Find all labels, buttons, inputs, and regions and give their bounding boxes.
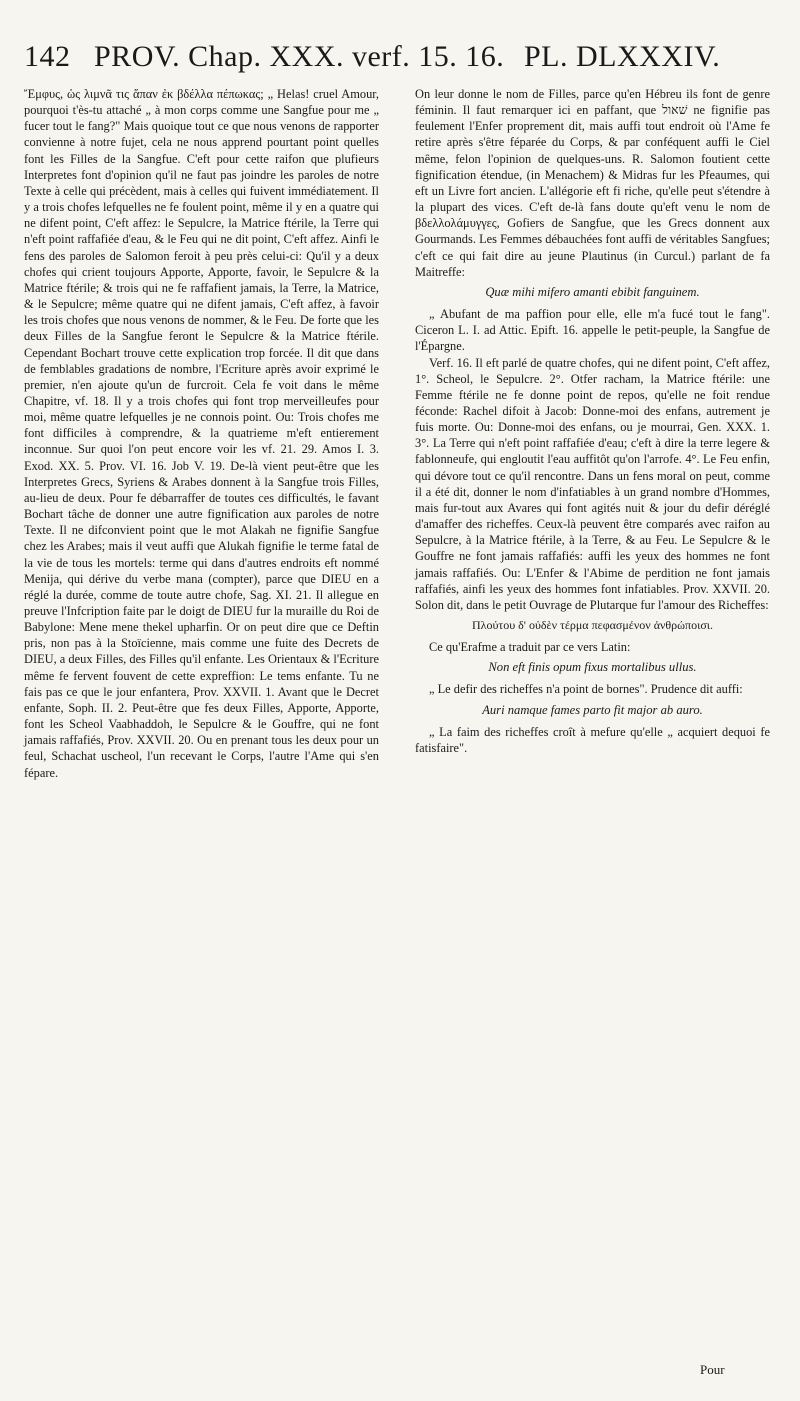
latin-quote-prudence: Auri namque fames parto fit major ab auro. <box>482 702 703 717</box>
right-paragraph-verse-16: Verf. 16. Il eft parlé de quatre chofes, qui ne difent point, C'eft affez, 1°. Scheol, le Sepulcre. 2°. Otfer racham, la Matrice ftérile: une Femme ftérile ne fe donne point de repos, qu'elle ne foit rendue féconde: Rachel difoit à Jacob: Donne-moi des enfans, autrement je fuis morte. Ou: Donne-moi des enfans, ou je mourrai, Gen. XXX. 1. 3°. La Terre qui n'eft point raffafiée d'eau; c'eft à dire la terre legere & fablonneufe, qui engloutit l'eau auffitôt qu'on l'arrofe. 4°. Le Feu enfin, qui dévore tout ce qu'il rencontre. Dans un fens moral on peut, comme il a été dit, donner le nom d'infatiables à un grand nombre d'Hommes, mais fur-tout aux Avares qui font agités nuit & jour du defir déréglé d'amaffer des richeffes. Ceux-là peuvent être comparés avec raifon au Sepulcre, à la Matrice ftérile, à la Terre, & au Feu. Le Sepulcre & le Gouffre ne font jamais raffafiés: auffi les yeux des hommes ne font jamais raffafiés. Ou: L'Enfer & l'Abime de perdition ne font jamais raffafiés, ainfi les yeux des hommes font infatiables. Prov. XXVII. 20. Solon dit, dans le petit Ouvrage de Plutarque fur l'amour des Richeffes: <box>415 355 770 612</box>
plate-reference: PL. DLXXXIV. <box>524 40 721 73</box>
latin-quote-erasmus: Non eft finis opum fixus mortalibus ullus. <box>488 660 697 675</box>
page-number: 142 <box>24 40 71 73</box>
page-header <box>24 40 776 76</box>
greek-quote-solon: Πλούτου δ' οὐδὲν τέρμα πεφασμένον ἀνθρώποισι. <box>471 618 714 632</box>
right-paragraph-2: „ Abufant de ma paffion pour elle, elle m'a fucé tout le fang". Ciceron L. I. ad Attic. Epift. 16. appelle le petit-peuple, la Sangfue de l'Épargne. <box>415 307 770 354</box>
right-paragraph-erasmus: Ce qu'Erafme a traduit par ce vers Latin: <box>429 640 631 655</box>
right-paragraph-final: „ La faim des richeffes croît à mefure qu'elle „ acquiert dequoi fe fatisfaire". <box>415 724 770 755</box>
chapter-reference: PROV. Chap. XXX. verf. 15. 16. <box>94 40 505 73</box>
catchword: Pour <box>700 1362 725 1377</box>
left-paragraph-1: Ἔμφυς, ὡς λιμνᾶ τις ἅπαν ἐκ βδέλλα πέπωκας; „ Helas! cruel Amour, pourquoi t'ès-tu attaché „ à mon corps comme une Sangfue pour me „ fucer tout le fang?" Mais quoique tout ce que nous venons de rapporter convienne à notre fujet, cela ne nous apprend pourtant point quelles font les Filles de la Sangfue. C'eft pour cette raifon que plufieurs Interpretes font d'opinion qu'il ne faut pas joindre les paroles de notre Texte à celle qui précèdent, mais à celles qui fuivent immédiatement. Il y a trois chofes lefquelles ne fe foulent point, même il y en a quatre qui ne difent point, C'eft affez: le Sepulcre, la Matrice ftérile, la Terre qui n'eft point raffafiée d'eau, & le Feu qui ne dit point, C'eft affez. Ainfi le fens des paroles de Salomon feroit à peu près celui-ci: Qu'il y a deux chofes qui crient toujours Apporte, Apporte, favoir, le Sepulcre & la Matrice ftérile; & trois qui ne fe raffafient jamais, la Terre, la Matrice, & le Sepulcre; même quatre qui ne difent jamais, C'eft affez, à favoir les trois chofes que nous venons de nommer, & le Feu. De forte que les deux Filles de la Sangfue feront le Sepulcre & la Matrice ftérile. Cependant Bochart trouve cette explication trop forcée. Il dit que dans de femblables gradations de nombre, l'Ecriture après avoir exprimé le premier, n'en ajoute qu'un de furcroit. Cela fe voit dans le même Chapitre, vf. 18. Il y a trois chofes qui font trop merveilleufes pour moi, même quatre lefquelles je ne connois point. Ou: Trois chofes me font difficiles à comprendre, & la quatrieme m'eft entierement inconnue. Sur quoi l'on peut encore voir les vf. 21. 29. Amos I. 3. Exod. XX. 5. Prov. VI. 16. Job V. 19. De-là vient peut-être que les Interpretes Grecs, Syriens & Arabes donnent à la Sangfue trois Filles, au-lieu de deux. Pour fe débarraffer de toutes ces difficultés, le favant Bochart tâche de donner une autre fignification aux paroles de notre Texte. Il ne difconvient point que le mot Alakah ne fignifie Sangfue chez les Arabes; mais il veut auffi que Alukah fignifie le terme fatal de la vie de tous les mortels: terme qui dans d'autres endroits eft nommé Menija, qui dérive du verbe mana (compter), parce que DIEU en a réglé la durée, comme de toute autre chofe, Sag. XI. 21. Il allegue en preuve l'Infcription faite par le doigt de DIEU fur la muraille du Roi de Babylone: Mene mene thekel upharfin. Or on peut dire que ce Deftin pris, non pas à la Stoïcienne, mais comme une fuite des Decrets de DIEU, a deux Filles, des Filles qu'il enfante. Les Orientaux & l'Ecriture même fe fervent fouvent de cette expreffion: Le tems enfante. Tu ne fais pas ce que le jour enfantera, Prov. XXVII. 1. Avant que le Decret enfante, Soph. II. 2. Peut-être que fes deux Filles, Apporte, Apporte, font les Scheol Vaabhaddoh, le Sepulcre & le Gouffre, qui ne font jamais raffafiés, Prov. XXVII. 20. Ou en prenant tous les deux pour un feul, Schachat uscheol, l'un recevant le Corps, l'autre l'Ame qui s'en fépare. <box>24 87 379 780</box>
right-paragraph-prudence: „ Le defir des richeffes n'a point de bornes". Prudence dit auffi: <box>429 682 743 697</box>
right-paragraph-1: On leur donne le nom de Filles, parce qu'en Hébreu ils font de genre féminin. Il faut remarquer ici en paffant, que שׁאול ne fignifie pas feulement l'Enfer proprement dit, mais auffi tout endroit où l'Ame fe retire après s'être féparée du Corps, & par conféquent auffi le Ciel même, felon l'opinion de quelques-uns. R. Salomon foutient cette fignification étendue, (in Menachem) & Midras fur les Pfeaumes, qui eft un Livre fort ancien. L'allégorie eft fi riche, qu'elle peut s'étendre à la plupart des vices. C'eft de-là fans doute qu'eft venu le nom de βδελλολάμυγγες, Gofiers de Sangfue, que les Grecs donnent aux Gourmands. Les Femmes débauchées font auffi de véritables Sangfues; c'eft ce qui fait dire au jeune Plautinus (in Curcul.) parlant de fa Maitreffe: <box>415 87 770 279</box>
left-column <box>24 86 379 781</box>
right-column <box>415 86 770 756</box>
latin-quote-plautus: Quæ mihi mifero amanti ebibit fanguinem. <box>485 284 700 299</box>
